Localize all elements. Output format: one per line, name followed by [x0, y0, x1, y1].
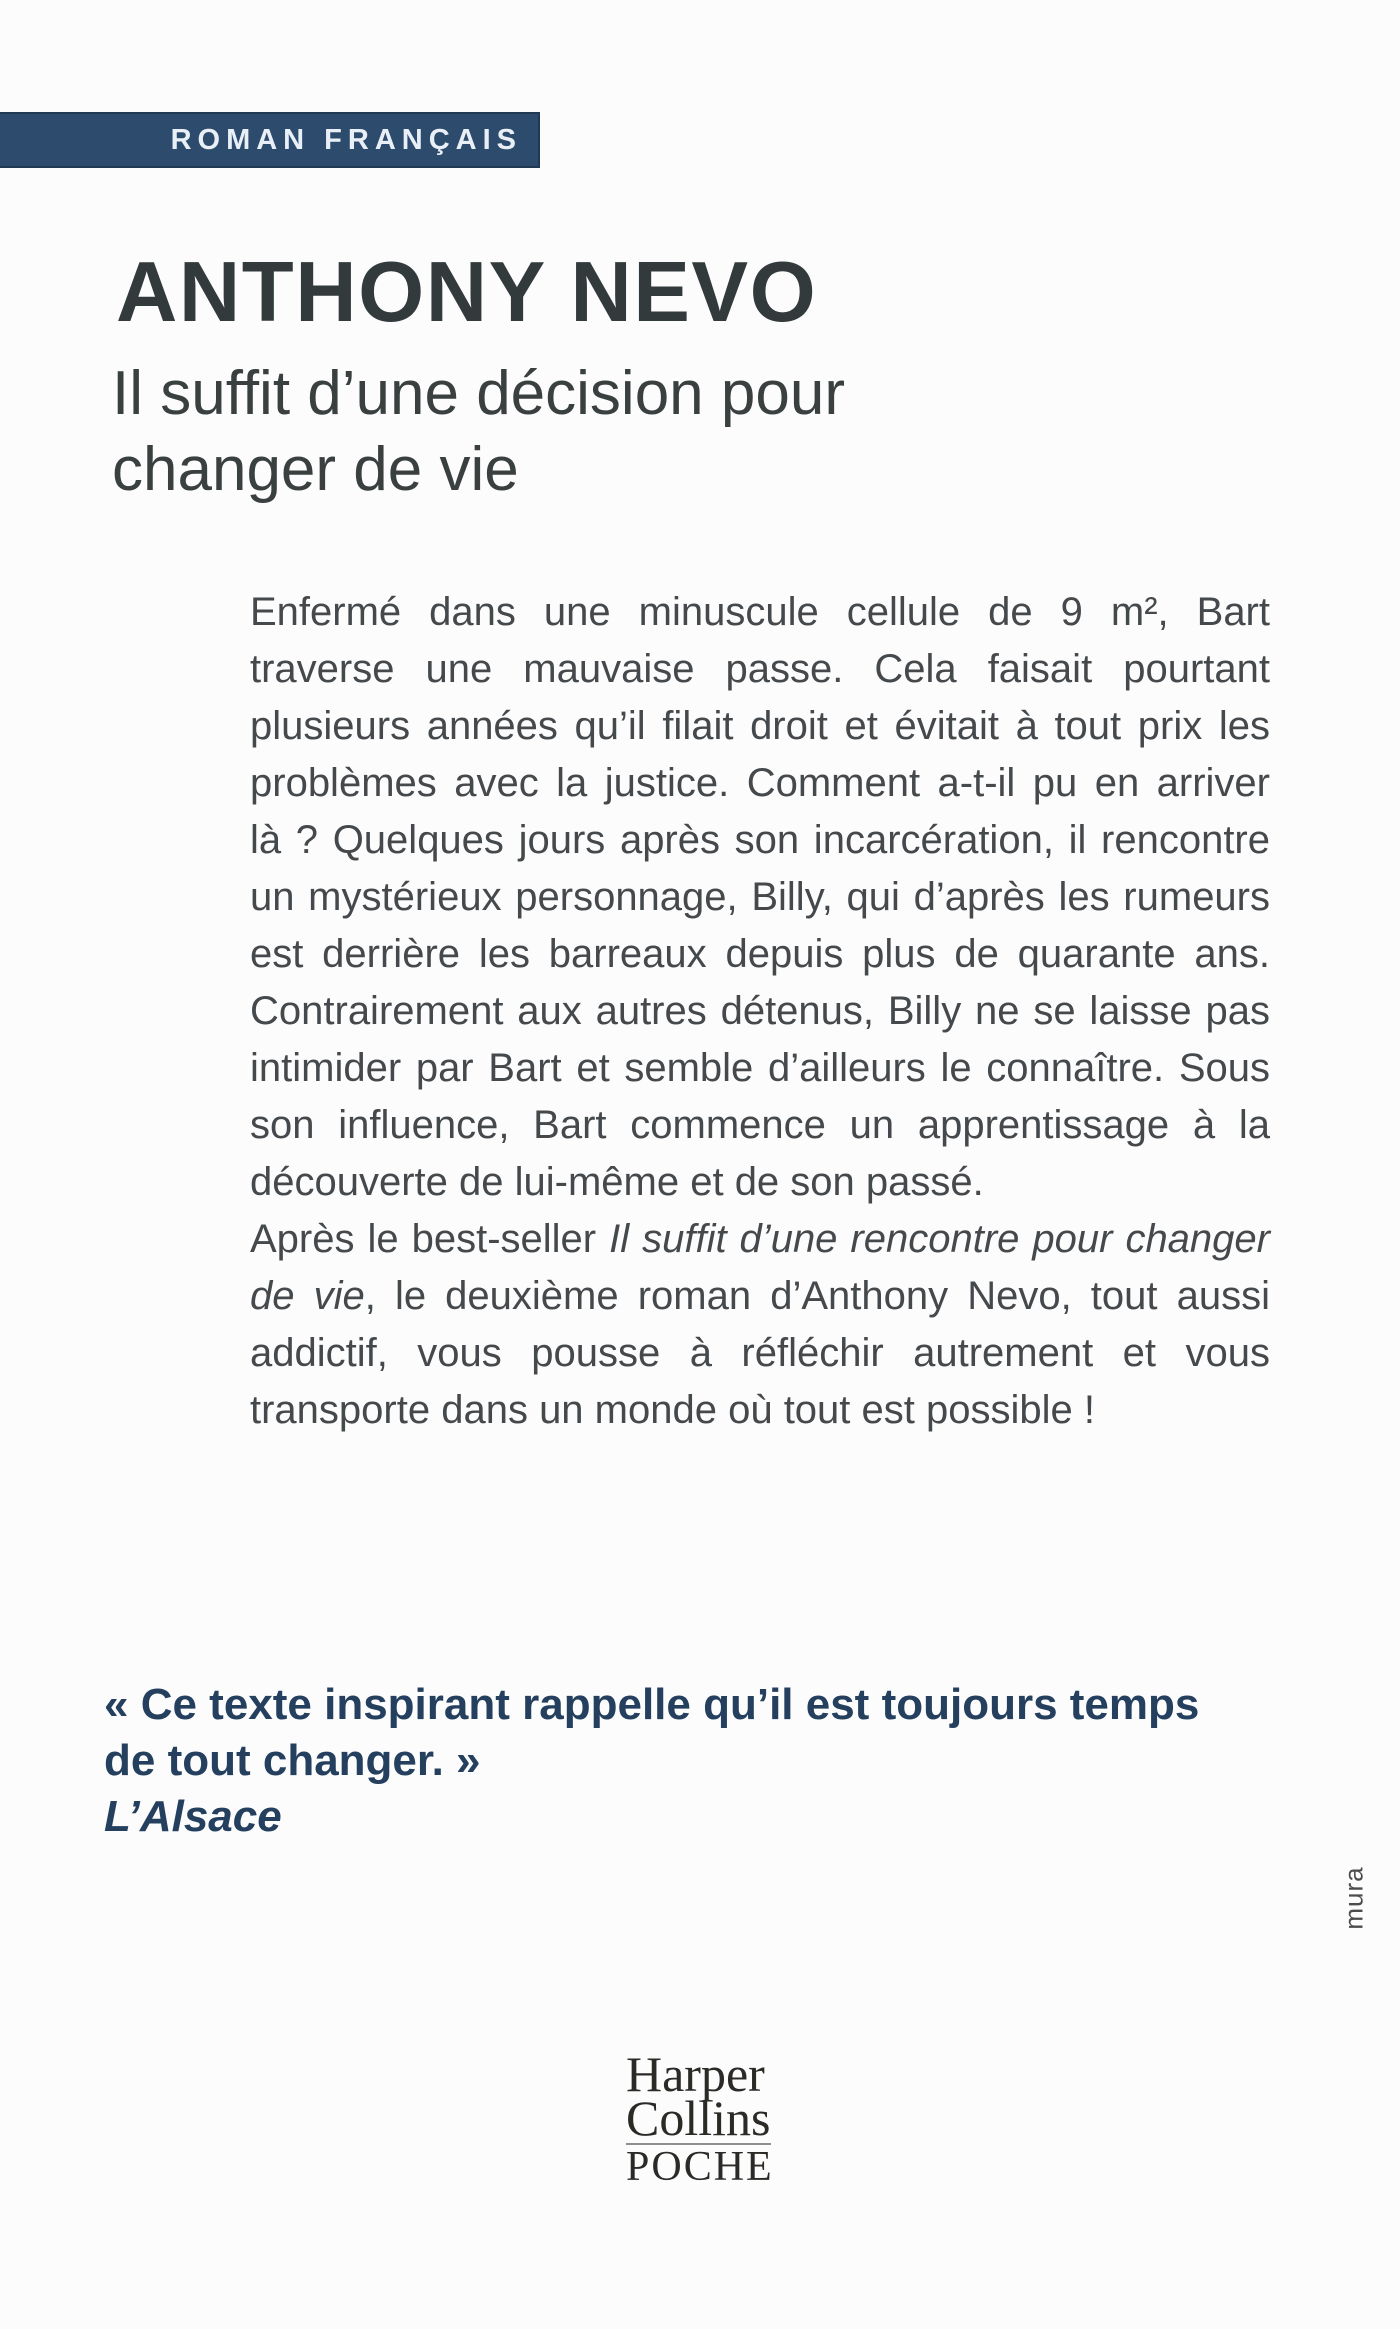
genre-badge-label: ROMAN FRANÇAIS: [170, 123, 522, 156]
press-quote: [104, 1677, 1264, 1845]
genre-badge: [0, 112, 540, 168]
synopsis-paragraph-2-lead: Après le best-seller: [250, 1217, 610, 1261]
publisher-logo-collins: Collins: [626, 2090, 771, 2146]
publisher-logo: [626, 2046, 774, 2190]
synopsis-paragraph-2: [250, 1211, 1270, 1439]
publisher-logo-harper: Harper: [626, 2046, 765, 2102]
book-title-line-2: changer de vie: [112, 435, 519, 504]
press-quote-line-2: de tout changer. »: [104, 1736, 481, 1785]
book-title: [112, 356, 845, 508]
synopsis-paragraph-1: Enfermé dans une minuscule cellule de 9 m², Bart traverse une mauvaise passe. Cela faisait pourtant plusieurs années qu’il filait droit et évitait à tout prix les problèmes avec la justice. Comment a-t-il pu en arriver là ? Quelques jours après son incarcération, il rencontre un mystérieux personnage, Billy, qui d’après les rumeurs est derrière les barreaux depuis plus de quarante ans. Contrairement aux autres détenus, Billy ne se laisse pas intimider par Bart et semble d’ailleurs le connaître. Sous son influence, Bart commence un apprentissage à la découverte de lui-même et de son passé.: [250, 590, 1270, 1204]
spine-credit-text: mura: [1338, 1866, 1369, 1930]
synopsis: [250, 584, 1270, 1439]
author-name: ANTHONY NEVO: [116, 245, 818, 340]
synopsis-paragraph-2-continuation: , le deuxième roman d’Anthony Nevo, tout aussi addictif, vous pousse à réfléchir autrement et vous transporte dans un monde où tout est possible !: [250, 1274, 1270, 1432]
press-quote-source: L’Alsace: [104, 1792, 282, 1841]
publisher-imprint: POCHE: [626, 2144, 774, 2190]
book-title-line-1: Il suffit d’une décision pour: [112, 359, 845, 428]
previous-book-title: Il suffit d’une rencontre pour changer de vie: [250, 1217, 1270, 1318]
press-quote-line-1: « Ce texte inspirant rappelle qu’il est toujours temps: [104, 1680, 1200, 1729]
